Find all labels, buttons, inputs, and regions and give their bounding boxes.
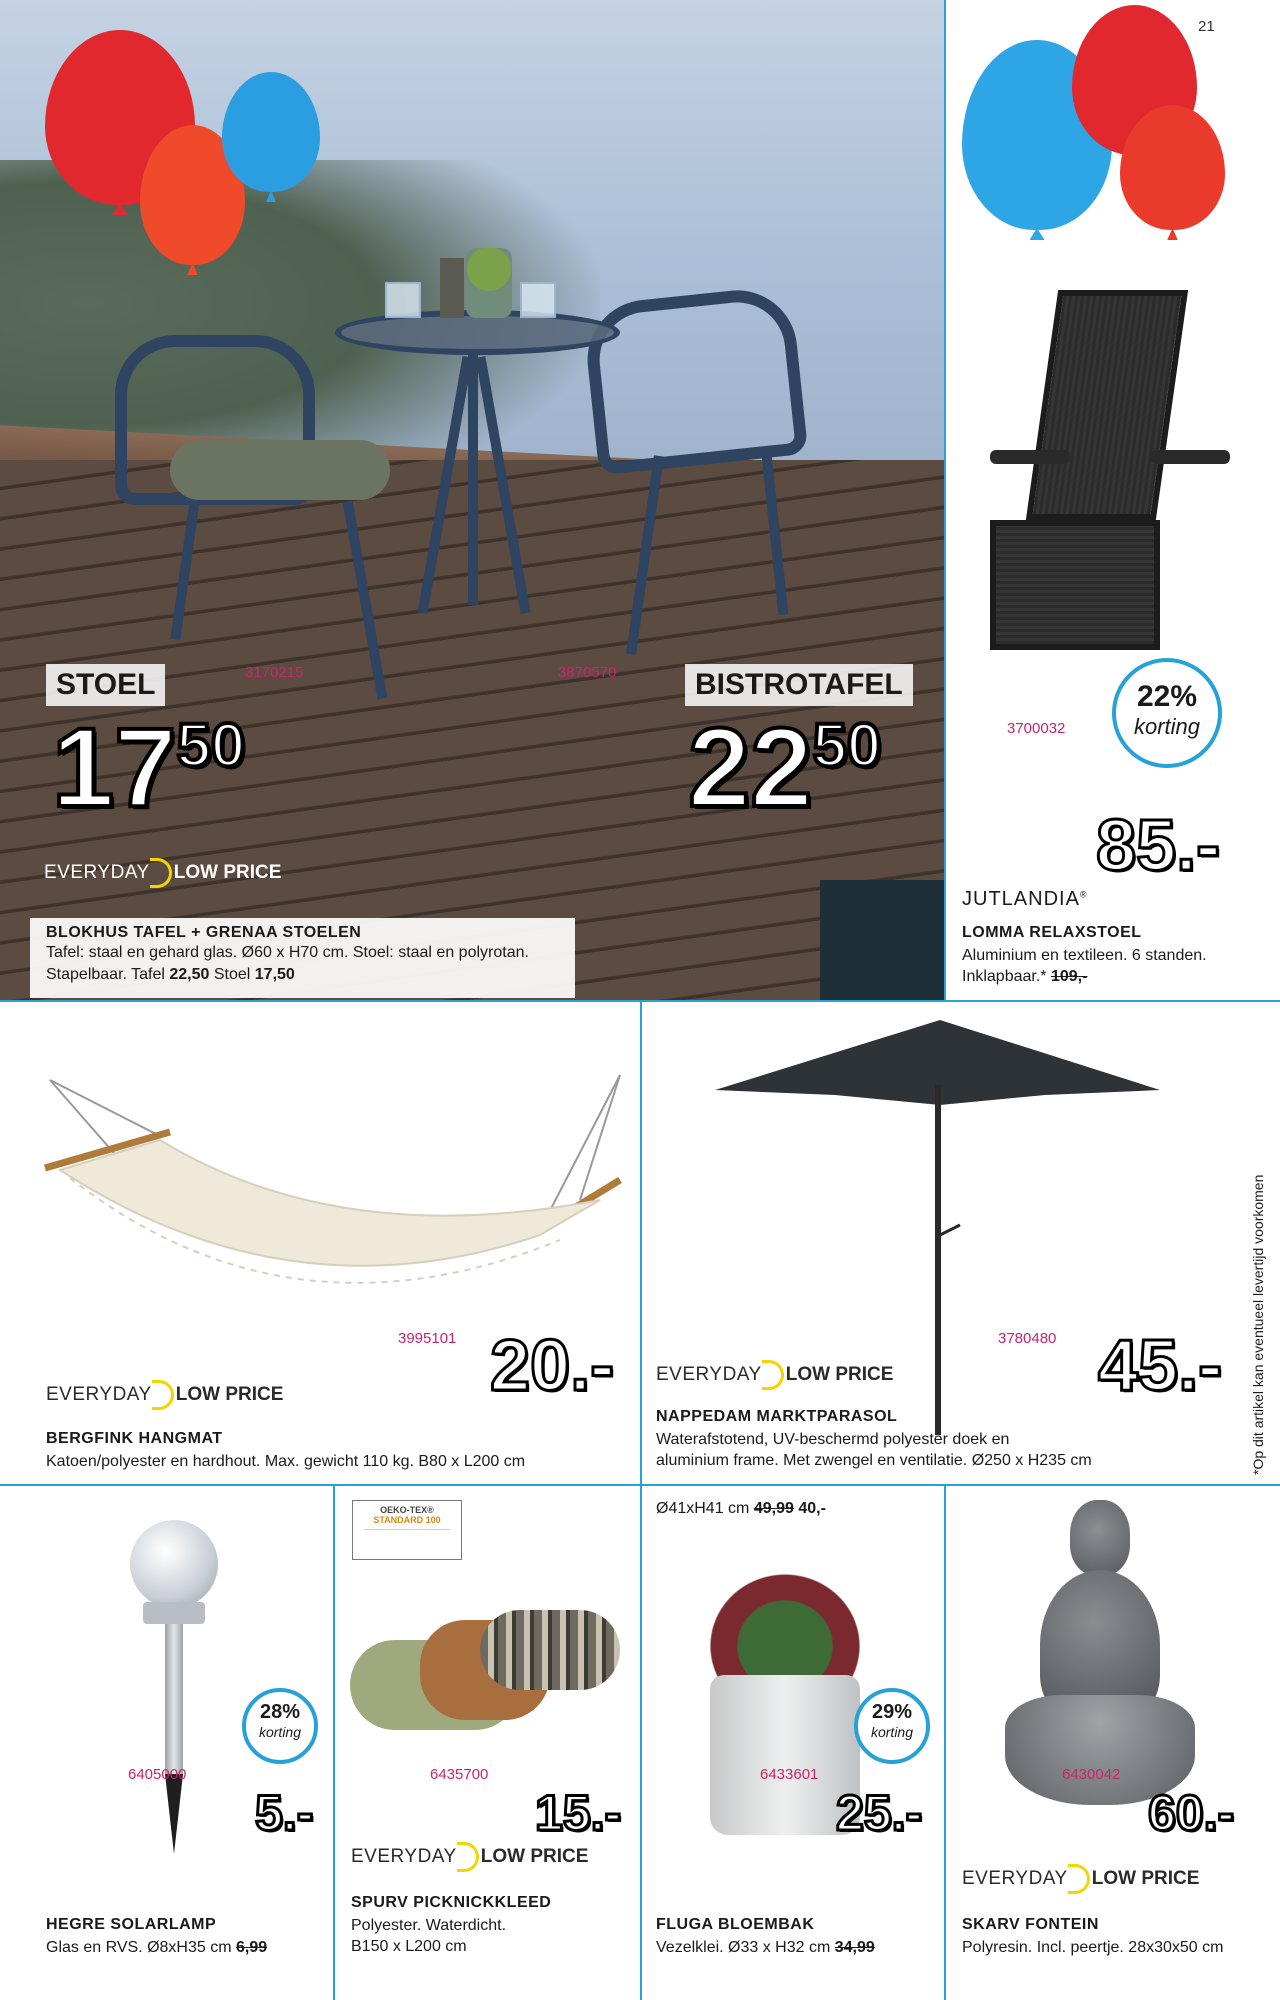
plant-leaves	[690, 1555, 880, 1685]
fountain-article-code: 6430042	[1062, 1766, 1121, 1783]
swoosh-icon	[457, 1842, 479, 1872]
solar-title: HEGRE SOLARLAMP	[46, 1916, 217, 1933]
everyday-low-price-badge	[46, 1380, 283, 1410]
relax-discount-badge	[1112, 658, 1222, 768]
pot-title: FLUGA BLOEMBAK	[656, 1916, 815, 1933]
table-label: BISTROTAFEL	[685, 664, 913, 706]
badge-everyday: EVERYDAY	[351, 1846, 457, 1867]
left-chair-cushion	[170, 440, 390, 500]
fountain-title: SKARV FONTEIN	[962, 1916, 1099, 1933]
swoosh-icon	[152, 1380, 174, 1410]
hero-product-title: BLOKHUS TAFEL + GRENAA STOELEN	[46, 924, 362, 941]
solar-price: 5.-	[255, 1785, 314, 1841]
chair-label: STOEL	[46, 664, 165, 706]
oeko-tex-logo	[352, 1500, 462, 1560]
page-number: 21	[1198, 18, 1215, 35]
hero-product-desc-2	[46, 964, 559, 986]
solar-article-code: 6405000	[128, 1766, 187, 1783]
hammock-image	[40, 1060, 630, 1320]
everyday-low-price-badge	[656, 1360, 893, 1390]
relax-article-code: 3700032	[1007, 720, 1066, 737]
fountain-desc: Polyresin. Incl. peertje. 28x30x50 cm	[962, 1939, 1224, 1956]
brand-registered-mark: ®	[1079, 889, 1088, 900]
parasol-title: NAPPEDAM MARKTPARASOL	[656, 1408, 898, 1425]
solar-discount-badge	[242, 1688, 318, 1764]
solar-lamp-image	[125, 1520, 225, 1870]
table-price	[688, 705, 882, 830]
blanket-title: SPURV PICKNICKKLEED	[351, 1894, 552, 1911]
hammock-illustration	[40, 1060, 630, 1320]
solar-old-price: 6,99	[236, 1939, 268, 1956]
blanket-article-code: 6435700	[430, 1766, 489, 1783]
pot-large-size: Ø41xH41 cm	[656, 1500, 750, 1517]
brand-name: JUTLANDIA	[962, 888, 1080, 910]
pot-discount-word: korting	[870, 1724, 914, 1740]
parasol-price: 45.-	[1098, 1326, 1223, 1406]
parasol-article-code: 3780480	[998, 1330, 1057, 1347]
swoosh-icon	[762, 1360, 784, 1390]
relax-old-price: 109,-	[1050, 968, 1088, 985]
solar-lamp-head	[143, 1602, 205, 1624]
buddha-head	[1070, 1500, 1130, 1575]
pot-large-new-price: 40,-	[798, 1500, 826, 1517]
chair-price-cents: 50	[176, 710, 246, 780]
swoosh-icon	[150, 858, 172, 888]
solar-lamp-globe	[130, 1520, 218, 1608]
pot-desc-text: Vezelklei. Ø33 x H32 cm	[656, 1939, 831, 1956]
badge-everyday: EVERYDAY	[656, 1364, 762, 1385]
relax-chair-armrest	[1150, 450, 1230, 464]
everyday-low-price-badge	[351, 1842, 588, 1872]
everyday-low-price-badge	[44, 858, 281, 888]
grid-divider	[333, 1484, 335, 2000]
lantern-icon	[440, 258, 464, 318]
hero-info-strip	[30, 918, 575, 998]
hammock-title: BERGFINK HANGMAT	[46, 1430, 223, 1447]
pot-discount-badge	[854, 1688, 930, 1764]
relax-title: LOMMA RELAXSTOEL	[962, 924, 1142, 941]
hammock-article-code: 3995101	[398, 1330, 457, 1347]
relax-desc-1: Aluminium en textileen. 6 standen.	[962, 947, 1207, 964]
parasol-desc-1: Waterafstotend, UV-beschermd polyester doek en	[656, 1431, 1010, 1448]
relax-chair-image	[970, 290, 1210, 690]
everyday-low-price-badge	[962, 1864, 1199, 1894]
badge-everyday: EVERYDAY	[46, 1384, 152, 1405]
grid-divider	[0, 1484, 1280, 1486]
relax-chair-back	[1026, 290, 1188, 520]
badge-everyday: EVERYDAY	[962, 1868, 1068, 1889]
relax-discount-pct: 22%	[1136, 680, 1198, 713]
hero-desc2-chair-price: 17,50	[254, 965, 295, 983]
chair-price	[52, 705, 246, 830]
blanket-roll-striped	[480, 1610, 620, 1690]
badge-low-price: LOW PRICE	[173, 862, 282, 883]
grid-divider	[944, 1484, 946, 2000]
glass-icon	[520, 282, 556, 318]
pot-article-code: 6433601	[760, 1766, 819, 1783]
oeko-tex-standard: STANDARD 100	[373, 1515, 441, 1525]
relax-desc-2	[962, 966, 1087, 988]
blanket-desc-1: Polyester. Waterdicht.	[351, 1917, 507, 1934]
chair-article-code: 3170215	[245, 664, 304, 681]
hammock-desc: Katoen/polyester en hardhout. Max. gewicht 110 kg. B80 x L200 cm	[46, 1453, 526, 1470]
hero-product-desc-1: Tafel: staal en gehard glas. Ø60 x H70 cm. Stoel: staal en polyrotan.	[46, 944, 529, 961]
parasol-desc-2: aluminium frame. Met zwengel en ventilatie. Ø250 x H235 cm	[656, 1452, 1092, 1469]
badge-everyday: EVERYDAY	[44, 862, 150, 883]
right-chair-back	[582, 284, 809, 475]
hero-desc2-prefix: Stapelbaar. Tafel	[46, 965, 170, 983]
blanket-price: 15.-	[535, 1785, 622, 1841]
badge-low-price: LOW PRICE	[175, 1384, 284, 1405]
pot-price: 25.-	[836, 1785, 923, 1841]
blue-balloon-icon	[222, 72, 320, 192]
grid-divider	[944, 0, 946, 1000]
fountain-price: 60.-	[1148, 1785, 1235, 1841]
jutlandia-brand-logo	[962, 888, 1088, 911]
badge-low-price: LOW PRICE	[480, 1846, 589, 1867]
picnic-blanket-image	[350, 1600, 630, 1760]
pot-large-size-line	[656, 1498, 826, 1520]
swoosh-icon	[1068, 1864, 1090, 1894]
pot-old-price: 34,99	[834, 1939, 875, 1956]
bistro-table-leg	[468, 355, 478, 605]
badge-low-price: LOW PRICE	[1091, 1868, 1200, 1889]
solar-desc	[46, 1937, 267, 1959]
hero-desc2-table-price: 22,50	[169, 965, 210, 983]
hero-desc2-mid: Stoel	[209, 965, 255, 983]
red-balloon-icon	[1120, 105, 1225, 230]
pot-large-old-price: 49,99	[753, 1500, 794, 1517]
badge-low-price: LOW PRICE	[785, 1364, 894, 1385]
grid-divider	[640, 1000, 642, 2000]
relax-chair-armrest	[990, 450, 1070, 464]
pot-desc	[656, 1937, 875, 1959]
pot-discount-pct: 29%	[871, 1701, 913, 1723]
chair-price-main: 17	[52, 705, 177, 830]
solar-lamp-pole	[165, 1624, 183, 1774]
blanket-desc-2: B150 x L200 cm	[351, 1938, 467, 1955]
hammock-price: 20.-	[490, 1326, 615, 1406]
relax-discount-word: korting	[1133, 714, 1201, 739]
relax-price: 85.-	[1096, 806, 1221, 886]
glass-icon	[385, 282, 421, 318]
oeko-tex-name: OEKO-TEX®	[380, 1505, 434, 1515]
delivery-side-note: *Op dit artikel kan eventueel levertijd voorkomen	[1250, 1174, 1266, 1475]
relax-desc-2-text: Inklapbaar.*	[962, 968, 1047, 985]
solar-discount-pct: 28%	[259, 1701, 301, 1723]
solar-lamp-spike	[165, 1774, 183, 1854]
table-price-cents: 50	[812, 710, 882, 780]
table-price-main: 22	[688, 705, 813, 830]
solar-desc-text: Glas en RVS. Ø8xH35 cm	[46, 1939, 232, 1956]
plant-pot-icon	[466, 248, 512, 318]
water-corner	[820, 880, 944, 1000]
hero-photo	[0, 0, 944, 1000]
table-article-code: 3870570	[558, 664, 617, 681]
relax-chair-seat	[990, 520, 1160, 650]
solar-discount-word: korting	[258, 1724, 302, 1740]
